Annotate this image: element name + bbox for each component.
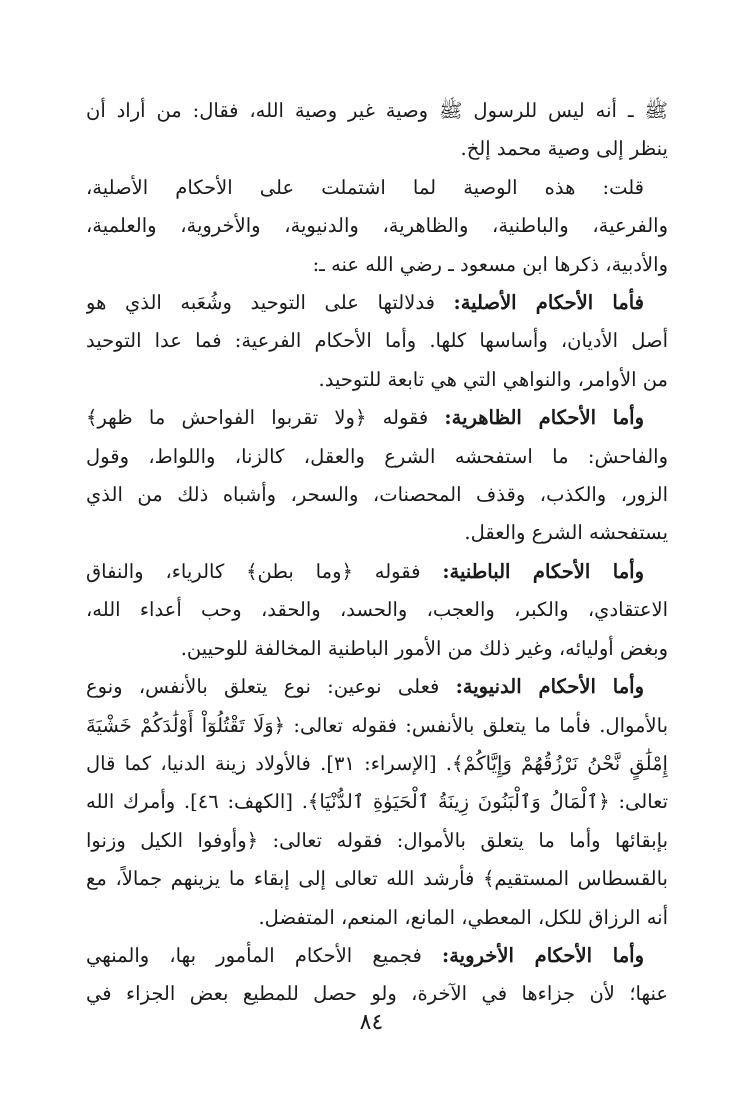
- text-fragment: فعلى نوعين: نوع يتعلق بالأنفس، ونوع: [86, 675, 456, 699]
- text-line: [86, 284, 668, 322]
- text-line: يستفحشه الشرع والعقل.: [464, 521, 668, 545]
- text-line: تعالى: ﴿ٱلْمَالُ وَٱلْبَنُونَ زِينَةُ ٱلْحَيَوٰةِ ٱلدُّنْيَا﴾. [الكهف: ٤٦]. وأمرك الله: [86, 790, 668, 814]
- text-fragment: فقوله ﴿ولا تقربوا الفواحش ما ظهر﴾: [86, 406, 445, 430]
- text-line: [86, 668, 668, 706]
- text-line: أنه الرزاق للكل، المعطي، المانع، المنعم، المتفضل.: [258, 905, 668, 929]
- text-line: [86, 937, 668, 975]
- text-line: ﷺ ـ أنه ليس للرسول ﷺ وصية غير وصية الله، فقال: من أراد أن: [86, 99, 668, 122]
- section-heading: وأما الأحكام الباطنية:: [442, 559, 644, 583]
- text-fragment: فدلالتها على التوحيد وشُعَبه الذي هو: [86, 291, 454, 315]
- text-line: والفاحش: ما استفحشه الشرع والعقل، كالزنا، واللواط، وقول: [86, 444, 668, 468]
- text-fragment: فجميع الأحكام المأمور بها، والمنهي: [86, 943, 443, 967]
- paragraph: [86, 399, 668, 553]
- text-line: من الأوامر، والنواهي التي هي تابعة للتوحيد.: [318, 367, 668, 391]
- text-line: [86, 399, 668, 437]
- paragraph: [86, 553, 668, 668]
- text-line: قلت: هذه الوصية لما اشتملت على الأحكام الأصلية،: [86, 175, 644, 199]
- text-line: [86, 553, 668, 591]
- text-line: بالقسطاس المستقيم﴾ فأرشد الله تعالى إلى إبقاء ما يزينهم جمالاً، مع: [86, 867, 668, 891]
- section-heading: وأما الأحكام الدنيوية:: [455, 675, 644, 699]
- section-heading: فأما الأحكام الأصلية:: [453, 291, 644, 315]
- section-heading: وأما الأحكام الأخروية:: [442, 943, 644, 967]
- paragraph: [86, 668, 668, 937]
- paragraph: [86, 284, 668, 399]
- text-line: وبغض أوليائه، وغير ذلك من الأمور الباطنية المخالفة للوحيين.: [180, 636, 668, 660]
- text-line: بالأموال. فأما ما يتعلق بالأنفس: فقوله تعالى: ﴿وَلَا تَقْتُلُوٓاْ أَوْلَٰدَكُمْ خَشْيَةَ: [86, 713, 668, 737]
- text-line: الاعتقادي، والكبر، والعجب، والحسد، والحقد، وحب أعداء الله،: [86, 598, 668, 622]
- text-line: الزور، والكذب، وقذف المحصنات، والسحر، وأشباه ذلك من الذي: [86, 483, 668, 507]
- page-body: [86, 92, 668, 1022]
- paragraph: [86, 169, 668, 284]
- text-fragment: فقوله ﴿وما بطن﴾ كالرياء، والنفاق: [86, 559, 443, 583]
- text-line: عنها؛ لأن جزاءها في الآخرة، ولو حصل للمطيع بعض الجزاء في: [86, 982, 668, 1006]
- text-line: أصل الأديان، وأساسها كلها. وأما الأحكام الفرعية: فما عدا التوحيد: [86, 329, 668, 353]
- text-line: والفرعية، والباطنية، والظاهرية، والدنيوية، والأخروية، والعلمية،: [86, 214, 668, 238]
- text-line: ينظر إلى وصية محمد إلخ.: [460, 137, 668, 161]
- text-line: بإبقائها وأما ما يتعلق بالأموال: فقوله تعالى: ﴿وأوفوا الكيل وزنوا: [86, 828, 668, 852]
- text-line: والأدبية، ذكرها ابن مسعود ـ رضي الله عنه ـ:: [312, 252, 668, 276]
- paragraph: [86, 937, 668, 1014]
- page-number: ٨٤: [359, 1010, 384, 1035]
- text-line: إِمْلَٰقٍ نَّحْنُ نَرْزُقُهُمْ وَإِيَّاكُمْ﴾. [الإسراء: ٣١]. فالأولاد زينة الدنيا، كما قال: [86, 751, 668, 775]
- paragraph: [86, 92, 668, 169]
- section-heading: وأما الأحكام الظاهرية:: [444, 406, 644, 430]
